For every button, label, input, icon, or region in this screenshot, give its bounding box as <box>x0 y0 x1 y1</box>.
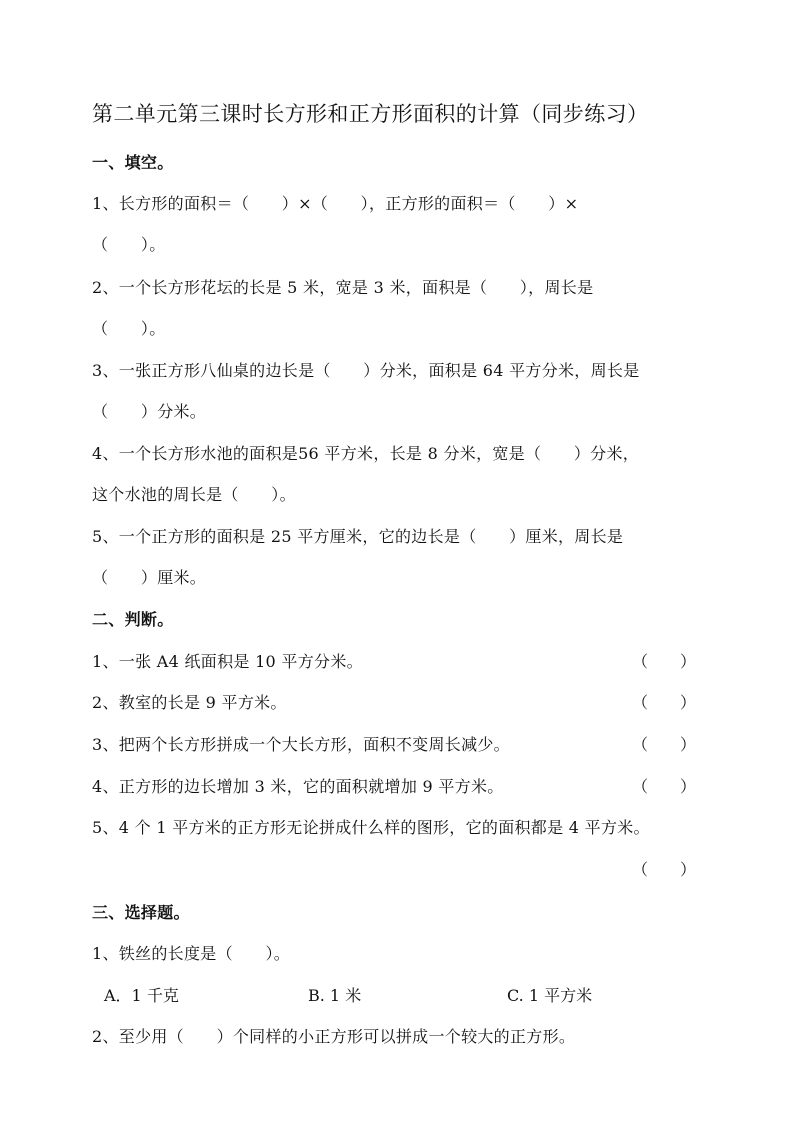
question-1-line-2: （ ）。 <box>92 235 166 254</box>
judge-item-5: 5、4 个 1 平方米的正方形无论拼成什么样的图形，它的面积都是 4 平方米。 <box>92 818 650 837</box>
section-heading-multiple-choice: 三、选择题。 <box>92 903 190 922</box>
judge-item-1: 1、一张 A4 纸面积是 10 平方分米。 <box>92 652 363 671</box>
judge-answer-bracket-3: （ ） <box>632 735 697 754</box>
judge-item-2: 2、教室的长是 9 平方米。 <box>92 693 287 712</box>
question-2-line-1: 2、一个长方形花坛的长是 5 米，宽是 3 米，面积是（ ），周长是 <box>92 278 594 297</box>
judge-answer-bracket-2: （ ） <box>632 693 697 712</box>
judge-answer-bracket-1: （ ） <box>632 652 697 671</box>
choice-question-2: 2、至少用（ ）个同样的小正方形可以拼成一个较大的正方形。 <box>92 1027 576 1046</box>
section-heading-true-false: 二、判断。 <box>92 610 174 629</box>
question-1-line-1: 1、长方形的面积＝（ ）×（ ），正方形的面积＝（ ）× <box>92 194 579 213</box>
question-5-line-1: 5、一个正方形的面积是 25 平方厘米，它的边长是（ ）厘米，周长是 <box>92 527 624 546</box>
question-3-line-1: 3、一张正方形八仙桌的边长是（ ）分米，面积是 64 平方分米，周长是 <box>92 361 640 380</box>
choice-question-1: 1、铁丝的长度是（ ）。 <box>92 944 291 963</box>
judge-answer-bracket-4: （ ） <box>632 777 697 796</box>
question-2-line-2: （ ）。 <box>92 319 166 338</box>
question-4-line-2: 这个水池的周长是（ ）。 <box>92 485 296 504</box>
judge-item-4: 4、正方形的边长增加 3 米，它的面积就增加 9 平方米。 <box>92 777 504 796</box>
question-4-line-1: 4、一个长方形水池的面积是56 平方米，长是 8 分米，宽是（ ）分米， <box>92 444 640 463</box>
judge-item-3: 3、把两个长方形拼成一个大长方形，面积不变周长减少。 <box>92 735 510 754</box>
question-5-line-2: （ ）厘米。 <box>92 568 207 587</box>
choice-option-c: C. 1 平方米 <box>507 986 593 1005</box>
section-heading-fill-blank: 一、填空。 <box>92 153 174 172</box>
choice-option-a: A．1 千克 <box>104 986 179 1005</box>
question-3-line-2: （ ）分米。 <box>92 402 207 421</box>
choice-option-b: B. 1 米 <box>308 986 362 1005</box>
worksheet-title: 第二单元第三课时长方形和正方形面积的计算（同步练习） <box>92 102 649 126</box>
judge-answer-bracket-5: （ ） <box>632 860 697 879</box>
